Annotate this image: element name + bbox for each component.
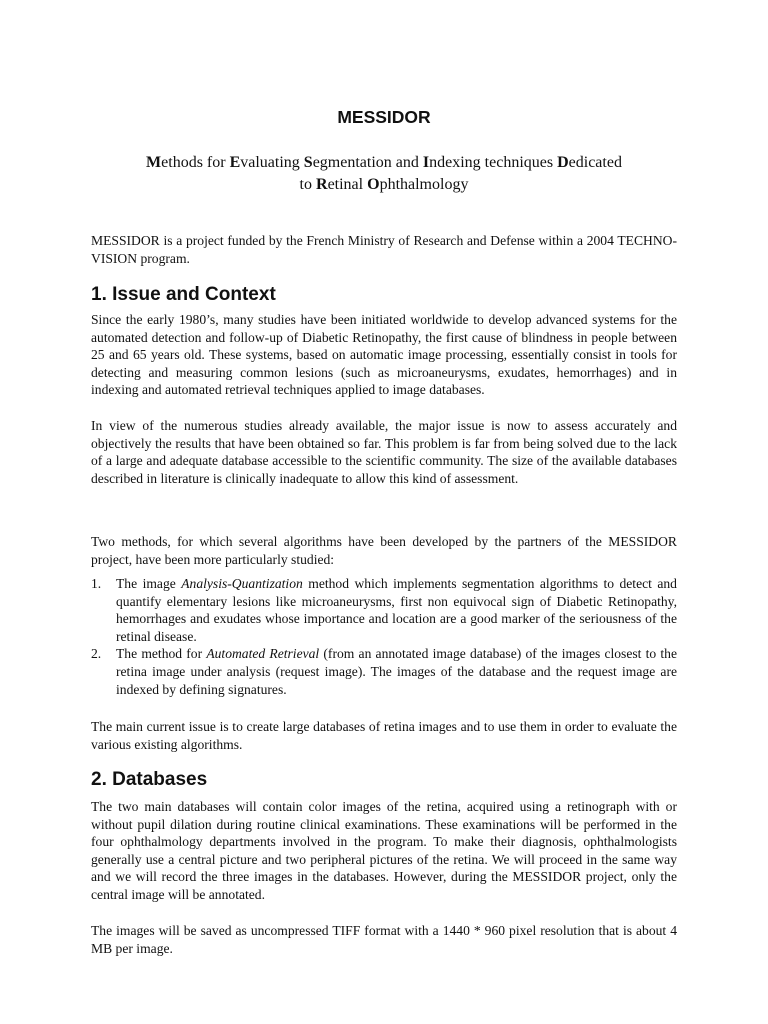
list-item: 1. The image Analysis-Quantization method which implements segmentation algorithms to detect and quantify elementary lesions like microaneurysms, first non equivocal sign of Diabetic Retinopathy, hemorrhages and exudates whose importance and location are a good marker of the seriousness of the retinal disease. [91, 576, 677, 644]
document-title: MESSIDOR [337, 107, 431, 127]
list-item-number: 2. [91, 646, 102, 662]
section-1-paragraph-4: The main current issue is to create large databases of retina images and to use them in order to evaluate the various existing algorithms. [91, 719, 677, 752]
section-1-heading: 1. Issue and Context [91, 284, 276, 305]
subtitle-line-2: to Retinal Ophthalmology [299, 176, 469, 193]
section-2-paragraph-1: The two main databases will contain color images of the retina, acquired using a retinograph with or without pupil dilation during routine clinical examinations. These examinations will be performed in the four ophthalmology departments involved in the program. To make their diagnosis, ophthalmologists generally use a central picture and two peripheral pictures of the retina. We will proceed in the same way and we will record the three images in the databases. However, during the MESSIDOR project, only the central image will be annotated. [91, 799, 677, 902]
methods-list [91, 575, 677, 698]
document-subtitle [91, 152, 677, 196]
section-1-paragraph-2: In view of the numerous studies already available, the major issue is now to assess accurately and objectively the results that have been obtained so far. This problem is far from being solved due to the lack of a large and adequate database accessible to the scientific community. The size of the available databases described in literature is clinically inadequate to allow this kind of assessment. [91, 418, 677, 486]
subtitle-line-1: Methods for Evaluating Segmentation and Indexing techniques Dedicated [146, 154, 622, 171]
list-item-number: 1. [91, 576, 102, 591]
section-1-paragraph-1: Since the early 1980’s, many studies have been initiated worldwide to develop advanced systems for the automated detection and follow-up of Diabetic Retinopathy, the first cause of blindness in people between 25 and 65 years old. These systems, based on automatic image processing, essentially consist in tools for detecting and measuring common lesions (such as microaneurysms, exudates, hemorrhages) and in indexing and automated retrieval techniques applied to image databases. [91, 312, 677, 398]
section-2-paragraph-2: The images will be saved as uncompressed TIFF format with a 1440 * 960 pixel resolution that is about 4 MB per image. [91, 923, 677, 956]
section-1-paragraph-3: Two methods, for which several algorithms have been developed by the partners of the MESSIDOR project, have been more particularly studied: [91, 534, 677, 567]
intro-paragraph: MESSIDOR is a project funded by the French Ministry of Research and Defense within a 2004 TECHNO-VISION program. [91, 233, 677, 266]
section-2-heading: 2. Databases [91, 769, 208, 790]
list-item: 2. The method for Automated Retrieval (from an annotated image database) of the images closest to the retina image under analysis (request image). The images of the database and the request image are indexed by defining signatures. [91, 646, 677, 697]
